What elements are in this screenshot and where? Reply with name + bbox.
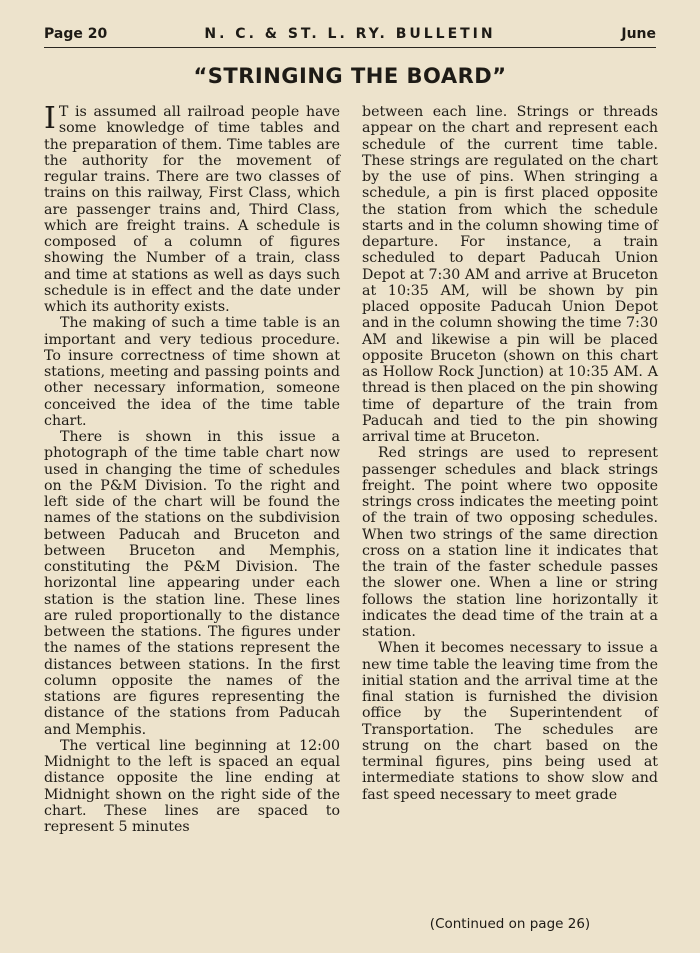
article-headline: “STRINGING THE BOARD”: [193, 64, 507, 88]
paragraph-text: T is assumed all railroad people have some knowledge of time tables and the preparation of them. Time tables are the authority for the movement of regular trains. There are two classes of trains on this railway, First Class, which are passenger trains and, Third Class, which are freight trains. A schedule is composed of a column of figures showing the Number of a train, class and time at stations as well as days such schedule is in effect and the date under which its authority exists.: [44, 104, 340, 315]
page-header: [44, 26, 656, 46]
paragraph: [44, 101, 340, 315]
paragraph: The making of such a time table is an important and very tedious procedure. To insure correctness of time shown at stations, meeting and passing points and other necessary information, someone conceived the idea of the time table chart.: [44, 315, 340, 429]
header-rule: [44, 47, 656, 48]
drop-cap: I: [44, 101, 56, 136]
left-column: [44, 101, 340, 835]
right-column: [362, 104, 658, 803]
continued-note: (Continued on page 26): [429, 916, 591, 932]
paragraph: between each line. Strings or threads appear on the chart and represent each schedule of the current time table. These strings are regulated on the chart by the use of pins. When stringing a schedule, a pin is first placed opposite the station from which the schedule starts and in the column showing time of departure. For instance, a train scheduled to depart Paducah Union Depot at 7:30 AM and arrive at Bruceton at 10:35 AM, will be shown by pin placed opposite Paducah Union Depot and in the column showing the time 7:30 AM and likewise a pin will be placed opposite Bruceton (shown on this chart as Hollow Rock Junction) at 10:35 AM. A thread is then placed on the pin showing time of departure of the train from Paducah and tied to the pin showing arrival time at Bruceton.: [362, 104, 658, 445]
paragraph: The vertical line beginning at 12:00 Midnight to the left is spaced an equal distance opposite the line ending at Midnight shown on the right side of the chart. These lines are spaced to represent 5 minutes: [44, 737, 340, 835]
paragraph: Red strings are used to represent passenger schedules and black strings freight. The point where two opposite strings cross indicates the meeting point of the train of two opposing schedules. When two strings of the same direction cross on a station line it indicates that the train of the faster schedule passes the slower one. When a line or string follows the station line horizontally it indicates the dead time of the train at a station.: [362, 445, 658, 640]
paragraph: There is shown in this issue a photograph of the time table chart now used in changing the time of schedules on the P&M Division. To the right and left side of the chart will be found the names of the stations on the subdivision between Paducah and Bruceton and between Bruceton and Memphis, constituting the P&M Division. The horizontal line appearing under each station is the station line. These lines are ruled proportionally to the distance between the stations. The figures under the names of the stations represent the distances between stations. In the first column opposite the names of the stations are figures representing the distance of the stations from Paducah and Memphis.: [44, 429, 340, 738]
bulletin-title: N. C. & ST. L. RY. BULLETIN: [204, 26, 496, 42]
page-number: Page 20: [44, 26, 108, 42]
issue-month: June: [621, 26, 656, 42]
paragraph: When it becomes necessary to issue a new time table the leaving time from the initial station and the arrival time at the final station is furnished the division office by the Superintendent of Transportation. The schedules are strung on the chart based on the terminal figures, pins being used at intermediate stations to show slow and fast speed necessary to meet grade: [362, 640, 658, 803]
